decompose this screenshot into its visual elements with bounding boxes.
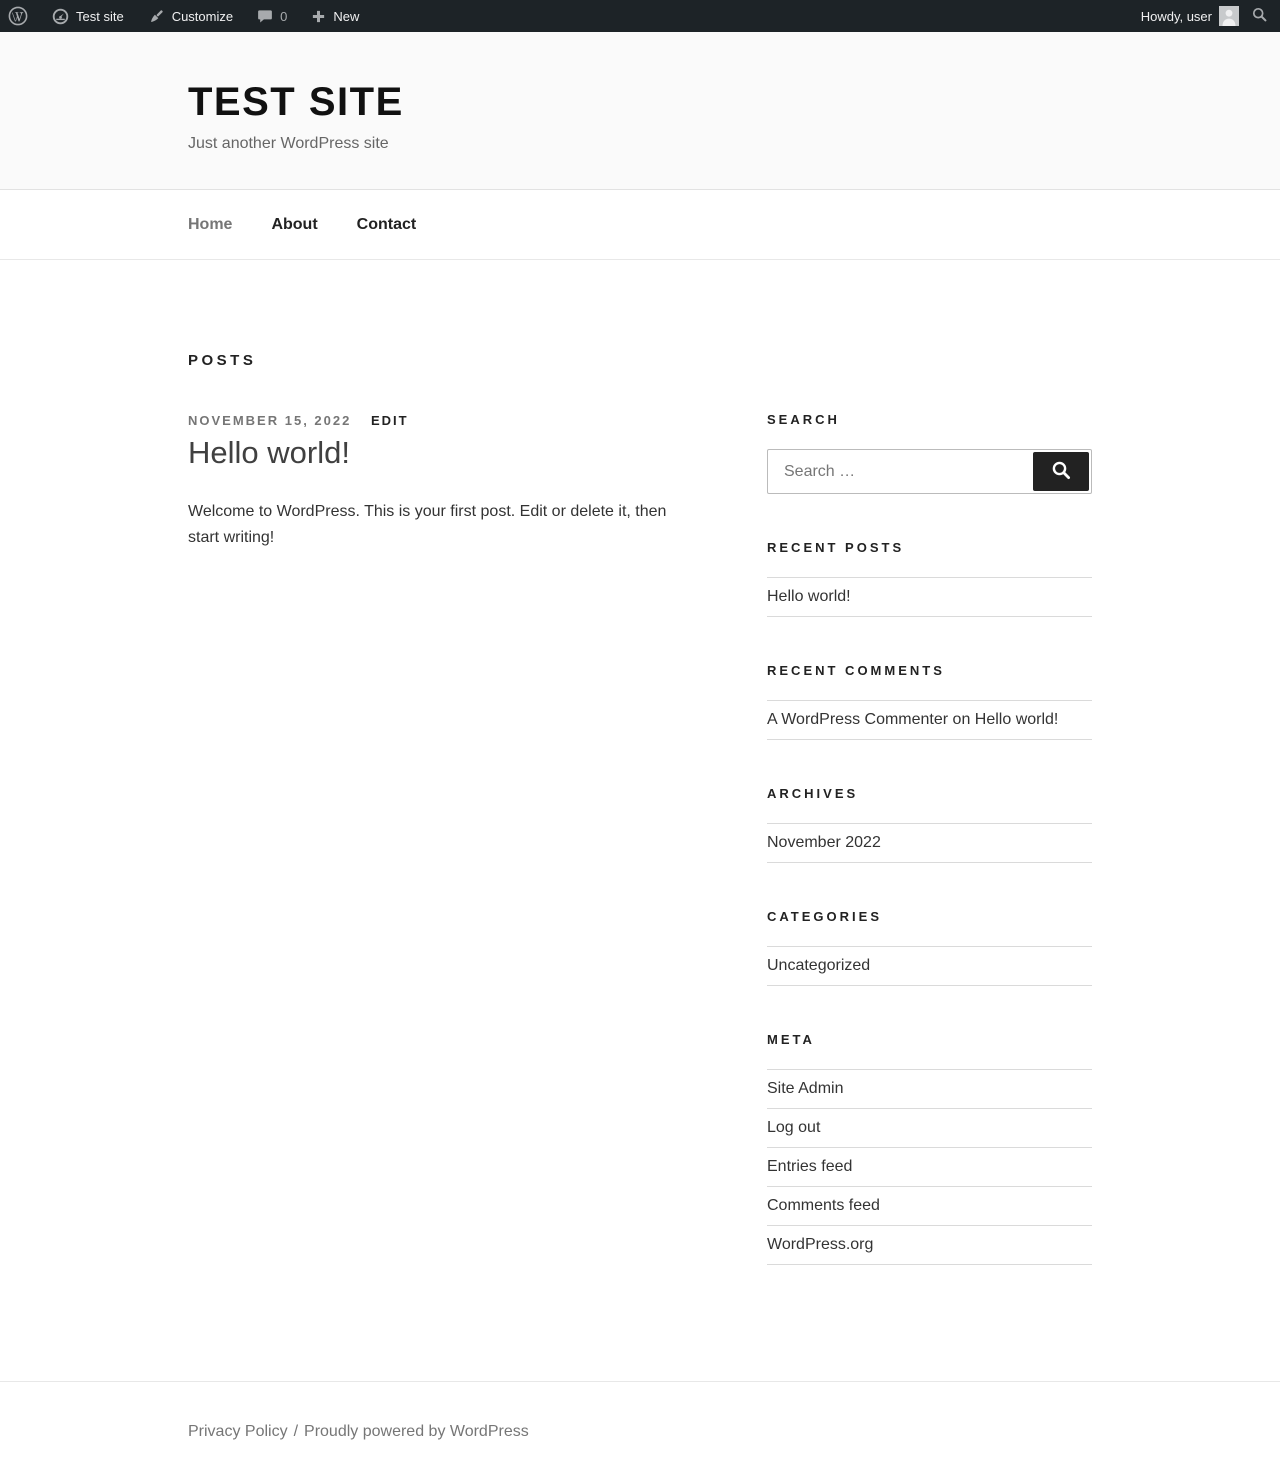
list-item	[767, 946, 1092, 986]
adminbar-new[interactable]	[311, 9, 359, 24]
widget-recent-posts	[767, 540, 1092, 617]
wordpress-logo-icon	[8, 6, 28, 26]
post-title-link[interactable]: Hello world!	[188, 435, 350, 470]
site-footer	[0, 1381, 1280, 1479]
powered-by-link[interactable]: Proudly powered by WordPress	[304, 1423, 529, 1440]
privacy-policy-link[interactable]: Privacy Policy	[188, 1423, 288, 1440]
comment-author-link[interactable]: A WordPress Commenter	[767, 711, 949, 728]
site-content	[0, 260, 1280, 1381]
list-item	[767, 577, 1092, 617]
adminbar-site-name-label: Test site	[76, 8, 124, 24]
post-edit-link[interactable]: EDIT	[370, 413, 409, 428]
comment-connector: on	[948, 711, 975, 728]
search-icon	[1050, 459, 1072, 484]
footer-separator: /	[293, 1423, 299, 1440]
list-item	[767, 700, 1092, 740]
post-title[interactable]	[188, 435, 688, 471]
list-item	[767, 823, 1092, 863]
archive-link[interactable]: November 2022	[767, 834, 881, 851]
widget-categories	[767, 909, 1092, 986]
meta-wordpress-org-link[interactable]: WordPress.org	[767, 1236, 874, 1253]
wp-admin-bar	[0, 0, 1280, 32]
list-item	[767, 1225, 1092, 1265]
recent-post-link[interactable]: Hello world!	[767, 588, 851, 605]
widget-archives-title: ARCHIVES	[767, 786, 859, 801]
comment-post-link[interactable]: Hello world!	[974, 711, 1059, 728]
meta-log-out-link[interactable]: Log out	[767, 1119, 821, 1136]
adminbar-comments[interactable]	[257, 8, 287, 24]
meta-entries-feed-link[interactable]: Entries feed	[767, 1158, 853, 1175]
adminbar-comments-count: 0	[280, 8, 288, 24]
nav-item-home[interactable]: Home	[188, 215, 233, 233]
adminbar-my-account[interactable]	[1141, 6, 1239, 26]
avatar	[1219, 6, 1239, 26]
page-title: POSTS	[188, 352, 257, 369]
list-item	[767, 1069, 1092, 1108]
adminbar-customize[interactable]	[148, 8, 233, 25]
adminbar-site-name[interactable]	[52, 8, 124, 25]
adminbar-howdy-label: Howdy, user	[1140, 8, 1212, 24]
list-item	[767, 1147, 1092, 1186]
comments-bubble-icon	[257, 8, 273, 24]
nav-item-contact[interactable]: Contact	[356, 215, 417, 233]
widget-meta-title: META	[767, 1032, 815, 1047]
customize-brush-icon	[148, 8, 165, 25]
widget-recent-comments-title: RECENT COMMENTS	[767, 663, 945, 678]
widget-recent-comments	[767, 663, 1092, 740]
meta-comments-feed-link[interactable]: Comments feed	[767, 1197, 880, 1214]
search-form	[767, 449, 1092, 494]
widget-meta	[767, 1032, 1092, 1265]
wp-logo-menu[interactable]	[8, 6, 28, 26]
dashboard-icon	[52, 8, 69, 25]
adminbar-search-icon[interactable]	[1251, 6, 1268, 26]
post-article	[188, 413, 688, 551]
site-title[interactable]: TEST SITE	[188, 80, 404, 124]
widget-archives	[767, 786, 1092, 863]
adminbar-customize-label: Customize	[171, 8, 234, 24]
site-header	[0, 32, 1280, 190]
post-body: Welcome to WordPress. This is your first post. Edit or delete it, then start writing!	[188, 503, 667, 546]
post-date[interactable]: NOVEMBER 15, 2022	[188, 413, 352, 428]
widget-search	[767, 412, 1092, 494]
list-item	[767, 1186, 1092, 1225]
site-tagline: Just another WordPress site	[188, 135, 389, 152]
main-navigation	[0, 190, 1280, 260]
list-item	[767, 1108, 1092, 1147]
widget-recent-posts-title: RECENT POSTS	[767, 540, 905, 555]
adminbar-new-label: New	[333, 8, 360, 24]
plus-icon	[311, 9, 326, 24]
widget-categories-title: CATEGORIES	[767, 909, 882, 924]
search-submit-button[interactable]	[1033, 452, 1089, 491]
sidebar	[767, 352, 1092, 1265]
nav-item-about[interactable]: About	[271, 215, 318, 233]
category-link[interactable]: Uncategorized	[767, 957, 871, 974]
meta-site-admin-link[interactable]: Site Admin	[767, 1080, 844, 1097]
primary-column	[188, 352, 688, 1265]
widget-search-title: SEARCH	[767, 412, 840, 427]
